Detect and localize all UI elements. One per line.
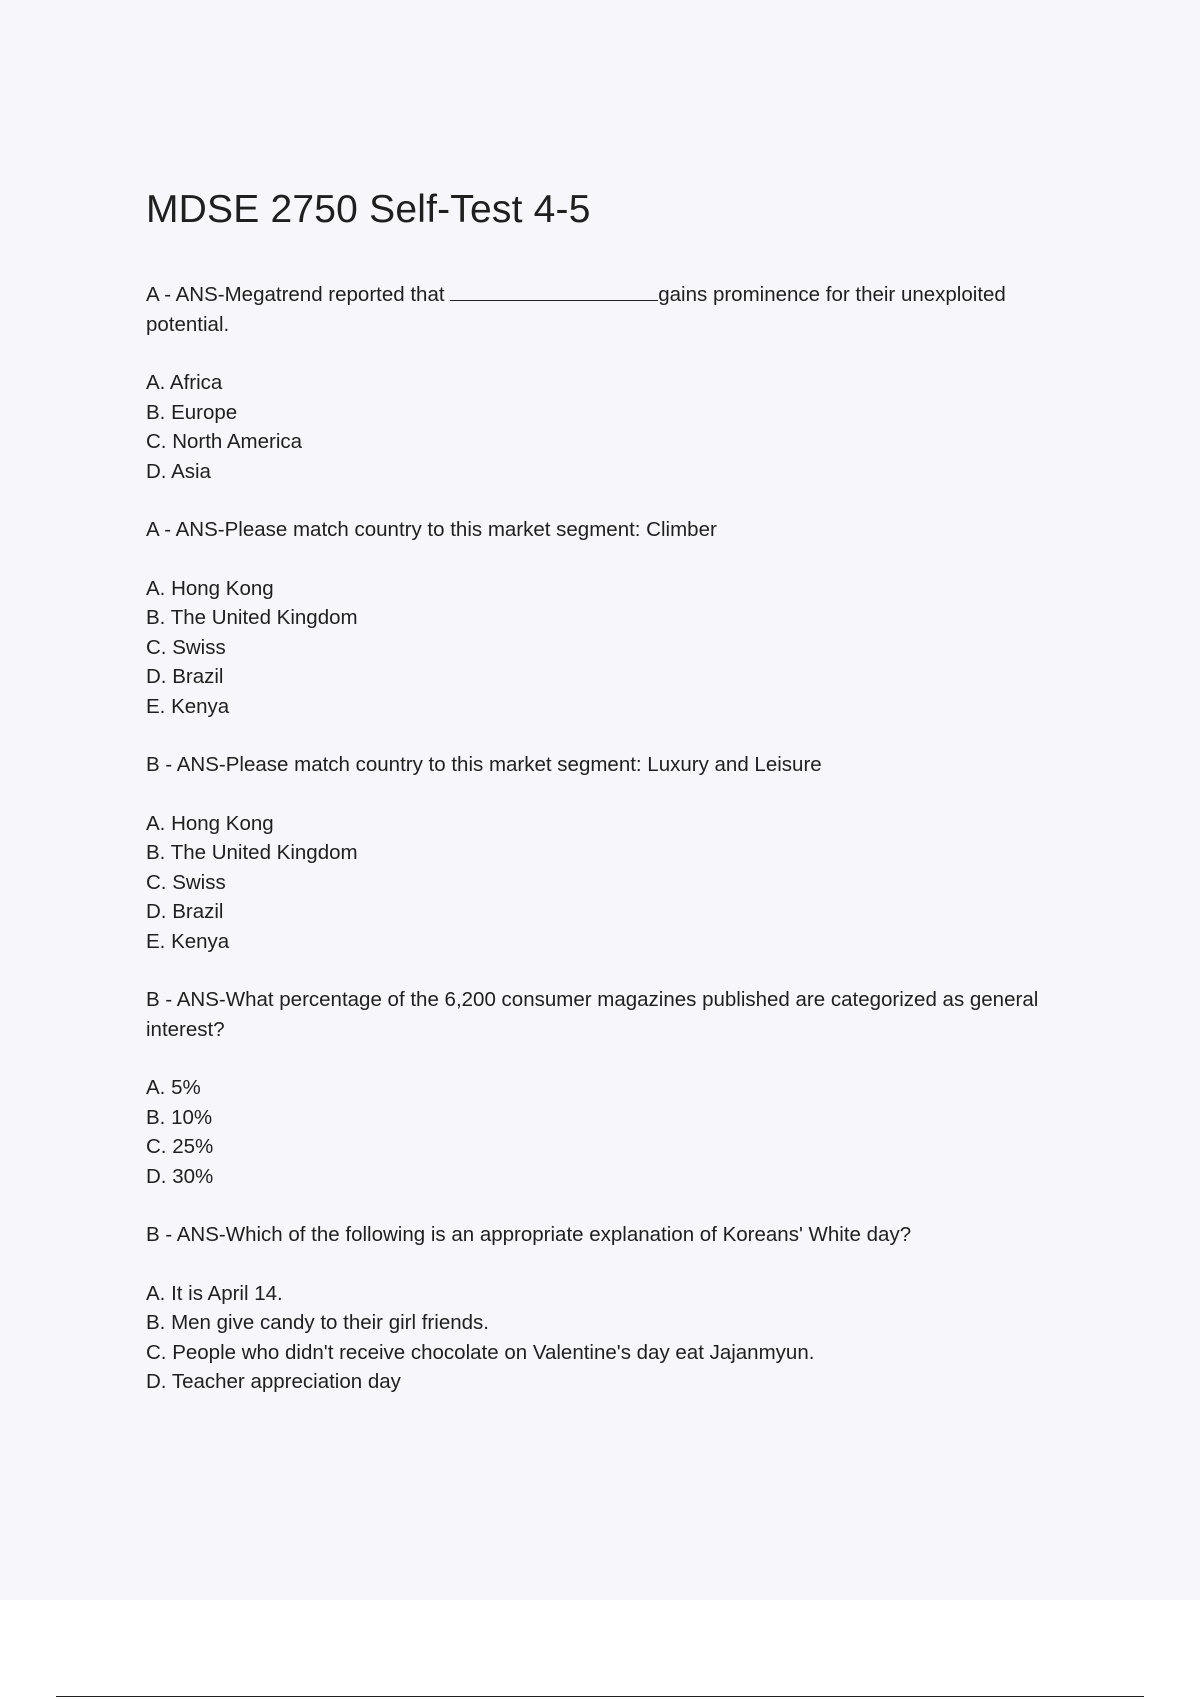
question-block [146, 750, 1076, 956]
answer-options [146, 1073, 1076, 1191]
answer-options [146, 809, 1076, 957]
answer-option: C. Swiss [146, 635, 226, 659]
answer-option: D. Brazil [146, 665, 224, 688]
question-text-after-blank: gains prominence for their unexploited potential. [146, 283, 1006, 336]
question-text: B - ANS-Which of the following is an appropriate explanation of Koreans' White day? [146, 1223, 912, 1246]
answer-option: A. Hong Kong [146, 811, 274, 835]
question-text: B - ANS-Please match country to this market segment: Luxury and Leisure [146, 753, 822, 776]
answer-option: B. The United Kingdom [146, 841, 358, 864]
answer-option: C. North America [146, 430, 303, 453]
answer-options [146, 1279, 1076, 1397]
answer-option: D. Brazil [146, 900, 224, 923]
document-content [146, 184, 1076, 1426]
answer-options [146, 368, 1076, 486]
answer-option: A. Hong Kong [146, 576, 274, 600]
answer-option: D. 30% [146, 1164, 214, 1188]
question-block [146, 985, 1076, 1191]
document-title: MDSE 2750 Self-Test 4-5 [146, 188, 591, 231]
question-text: A - ANS-Please match country to this market segment: Climber [146, 518, 717, 541]
answer-options [146, 574, 1076, 722]
question-block [146, 515, 1076, 721]
answer-option: A. It is April 14. [146, 1281, 283, 1305]
answer-option: D. Teacher appreciation day [146, 1370, 401, 1393]
answer-option: A. Africa [146, 371, 223, 394]
answer-option: B. Europe [146, 400, 238, 424]
answer-option: C. Swiss [146, 870, 226, 894]
fill-in-blank-line [450, 280, 658, 301]
question-block [146, 1220, 1076, 1397]
answer-option: C. 25% [146, 1135, 214, 1158]
footer-divider [56, 1696, 1144, 1697]
question-text: B - ANS-What percentage of the 6,200 consumer magazines published are categorized as general interest? [146, 988, 1039, 1041]
answer-option: D. Asia [146, 459, 211, 483]
answer-option: E. Kenya [146, 694, 230, 718]
answer-option: B. The United Kingdom [146, 606, 358, 629]
answer-option: A. 5% [146, 1076, 201, 1099]
answer-option: B. Men give candy to their girl friends. [146, 1311, 489, 1334]
question-text [146, 280, 1076, 339]
answer-option: C. People who didn't receive chocolate on Valentine's day eat Jajanmyun. [146, 1340, 815, 1364]
question-block [146, 280, 1076, 486]
question-text-before-blank: A - ANS-Megatrend reported that [146, 283, 451, 306]
answer-option: B. 10% [146, 1105, 213, 1129]
answer-option: E. Kenya [146, 929, 230, 953]
